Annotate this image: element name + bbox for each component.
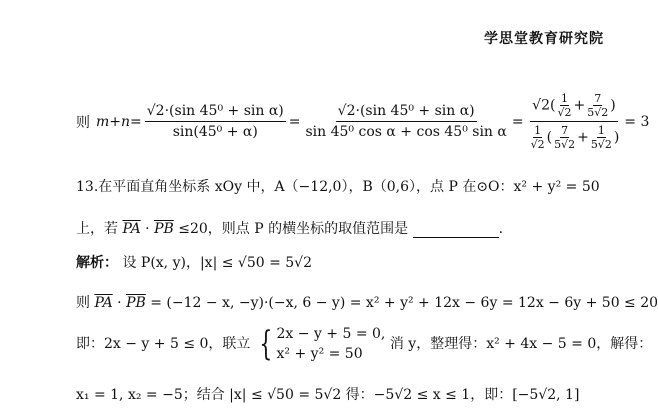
fraction-1-denominator: sin(45⁰ + α) bbox=[172, 124, 258, 140]
fraction-2-denominator: sin 45⁰ cos α + cos 45⁰ sin α bbox=[305, 124, 507, 140]
system-eq-2: x² + y² = 50 bbox=[276, 346, 363, 362]
solution-line-4: x₁ = 1, x₂ = −5；结合 |x| ≤ √50 = 5√2 得：−5√2 ≤ x ≤ 1，即：[−5√2, 1] bbox=[76, 387, 580, 403]
fraction-3-numerator: √2( $\frac{1}{√2}$ + $\frac{7}{5√2}$ ) bbox=[530, 92, 618, 122]
equation-line-mn: 则 m+n= $\frac{\text{√2·(sin 45⁰ + sin α)}}{\text{sin(45⁰ + α)}}$ = $\frac{\text{√2·(sin 45⁰ + sin α)}}{\text{sin 45⁰ cos α + cos 45⁰ sin α}}$ = √2( $\frac{1}{√2}$ + $\frac{7}{5√2}$ ) $\frac{1}{√2}$ ( $\frac{7}{5√2}$ + $\frac{1}{5√2}$ ) = 3 bbox=[76, 92, 650, 151]
fraction-3 bbox=[527, 92, 622, 151]
answer-blank bbox=[413, 223, 499, 238]
eq-prefix: 则 bbox=[76, 114, 90, 131]
problem-13-line-1: 13.在平面直角坐标系 xOy 中，A（−12,0），B（0,6），点 P 在⊙O：x² + y² = 50 bbox=[76, 179, 600, 195]
eq-lhs: m+n= bbox=[96, 113, 142, 130]
problem-line2-end: . bbox=[498, 221, 504, 237]
solution-line2-rest: = (−12 − x, −y)·(−x, 6 − y) = x² + y² + 12x − 6y = 12x − 6y + 50 ≤ 20 bbox=[150, 295, 658, 311]
solution-label: 解析： bbox=[76, 255, 118, 271]
solution-line-1 bbox=[76, 252, 312, 272]
vector-pa: $\overline{PA}$ bbox=[122, 221, 141, 237]
solution-line-3 bbox=[76, 324, 652, 364]
vector-pb: $\overline{PB}$ bbox=[154, 221, 174, 237]
solution-line1-text: 设 P(x, y)，|x| ≤ √50 = 5√2 bbox=[122, 255, 313, 271]
problem-13-line-2: 上，若 $\overline{PA} \cdot \overline{PB} \le 20$，则点 P 的横坐标的取值范围是 . bbox=[76, 221, 504, 237]
problem-line2-middle: ≤20，则点 P 的横坐标的取值范围是 bbox=[178, 221, 409, 237]
solution-line2-prefix: 则 bbox=[76, 295, 90, 311]
fraction-2-numerator: √2·(sin 45⁰ + sin α) bbox=[336, 103, 477, 122]
fraction-2 bbox=[303, 103, 508, 140]
institute-header: 学思堂教育研究院 bbox=[484, 31, 604, 47]
vector-pa-2: $\overline{PA}$ bbox=[94, 295, 113, 311]
eq-result: = 3 bbox=[624, 113, 650, 130]
fraction-3-denominator: $\frac{1}{√2}$ ( $\frac{7}{5√2}$ + $\frac{1}{5√2}$ ) bbox=[530, 124, 620, 151]
solution-line-2: 则 $\overline{PA} \cdot \overline{PB} = (-12 - x$, −y)·(−x, 6 − y) = x² + y² + 12x − 6y = 12x − 6y + 50 ≤ 20 bbox=[76, 295, 658, 311]
solution-line3-prefix: 即：2x − y + 5 ≤ 0，联立 bbox=[76, 336, 251, 352]
equation-system bbox=[255, 324, 386, 364]
fraction-1-numerator: √2·(sin 45⁰ + sin α) bbox=[145, 103, 286, 122]
left-brace: { bbox=[259, 324, 273, 364]
solution-line3-suffix: 消 y，整理得：x² + 4x − 5 = 0，解得： bbox=[389, 336, 653, 352]
fraction-1 bbox=[145, 103, 286, 140]
problem-line2-prefix: 上，若 bbox=[76, 221, 118, 237]
vector-pb-2: $\overline{PB}$ bbox=[126, 295, 146, 311]
system-eq-1: 2x − y + 5 = 0, bbox=[276, 326, 386, 342]
